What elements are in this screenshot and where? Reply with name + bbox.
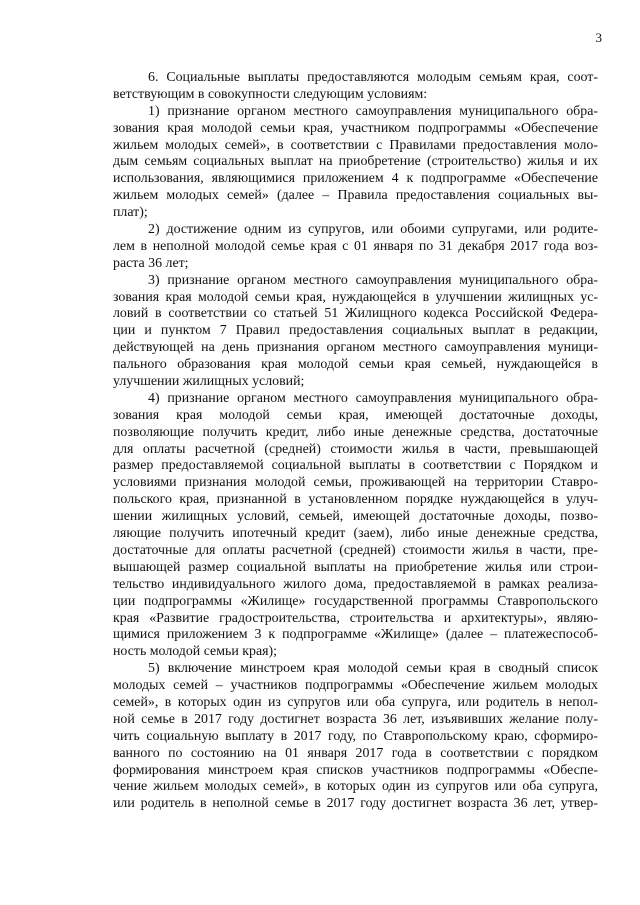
text-line: семей», в которых один из супругов или оба супруга, или родитель в непол-: [113, 694, 598, 710]
text-line: использования, являющимися приложением 4 к подпрограмме «Обеспечение: [113, 171, 598, 187]
text-line: жильем молодых семей», в соответствии с Правилами предоставления моло-: [113, 137, 598, 153]
text-line: шении жилищных условий, семьей, имеющей достаточные доходы, позво-: [113, 509, 598, 525]
text-line: щимися приложением 3 к подпрограмме «Жилище» (далее – платежеспособ-: [113, 627, 598, 643]
text-line: формирования минстроем края списков участников подпрограммы «Обеспе-: [113, 762, 598, 778]
text-line: ции подпрограммы «Жилище» государственной программы Ставропольского: [113, 593, 598, 609]
text-line: улучшении жилищных условий;: [113, 374, 305, 390]
text-line: зования края молодой семьи края, имеющей достаточные доходы,: [113, 407, 598, 423]
text-line: раста 36 лет;: [113, 255, 189, 271]
text-line: ляющие получить ипотечный кредит (заем), либо иные денежные средства,: [113, 526, 598, 542]
paragraph-cond-1: [113, 104, 598, 222]
paragraph-cond-3: [113, 273, 598, 391]
text-line: лем в неполной молодой семье края с 01 января по 31 декабря 2017 года воз-: [113, 238, 598, 254]
text-line: условиями признания молодой семьи, проживающей на территории Ставро-: [113, 475, 598, 491]
text-line: ность молодой семьи края);: [113, 644, 277, 660]
text-line: жильем молодых семей» (далее – Правила предоставления социальных вы-: [113, 188, 598, 204]
text-line: действующей на день признания органом местного самоуправления муници-: [113, 340, 598, 356]
text-line: тельство индивидуального жилого дома, предоставляемой в рамках реализа-: [113, 576, 598, 592]
text-line: ветствующим в совокупности следующим условиям:: [113, 86, 428, 102]
text-line: достаточные для оплаты расчетной (средней) стоимости жилья в части, пре-: [113, 542, 598, 558]
text-line: или родитель в неполной семье в 2017 году достигнет возраста 36 лет, утвер-: [113, 796, 598, 812]
text-line: 1) признание органом местного самоуправления муниципального обра-: [148, 103, 598, 119]
text-line: ловий в соответствии со статьей 51 Жилищного кодекса Российской Федера-: [113, 306, 598, 322]
text-line: зования края молодой семьи края, участником подпрограммы «Обеспечение: [113, 120, 598, 136]
page-number: 3: [595, 30, 602, 45]
text-line: польского края, признанной в установленном порядке нуждающейся в улуч-: [113, 492, 598, 508]
text-line: 3) признание органом местного самоуправления муниципального обра-: [148, 272, 598, 288]
paragraph-cond-5: [113, 661, 598, 813]
text-line: позволяющие получить кредит, либо иные денежные средства, достаточные: [113, 424, 598, 440]
text-line: ной семье в 2017 году достигнет возраста 36 лет, изъявивших желание полу-: [113, 711, 598, 727]
text-line: ции и пунктом 7 Правил предоставления социальных выплат в редакции,: [113, 323, 598, 339]
text-line: молодых семей – участников подпрограммы «Обеспечение жильем молодых: [113, 678, 598, 694]
paragraph-cond-4: [113, 391, 598, 661]
paragraph-cond-2: [113, 222, 598, 273]
text-line: 2) достижение одним из супругов, или обоими супругами, или родите-: [148, 222, 598, 238]
text-line: 5) включение минстроем края молодой семьи края в сводный список: [148, 661, 598, 677]
text-line: края «Развитие градостроительства, строительства и архитектуры», являю-: [113, 610, 598, 626]
text-line: размер предоставляемой социальной выплаты в соответствии с Порядком и: [113, 458, 598, 474]
text-line: 4) признание органом местного самоуправления муниципального обра-: [148, 390, 598, 406]
text-line: дым семьям социальных выплат на приобретение (строительство) жилья и их: [113, 154, 598, 170]
text-line: чение жильем молодых семей», в которых один из супругов или оба супруга,: [113, 779, 598, 795]
text-line: для оплаты расчетной (средней) стоимости жилья в части, превышающей: [113, 441, 598, 457]
text-line: зования края молодой семьи края, нуждающейся в улучшении жилищных ус-: [113, 289, 598, 305]
text-line: ванного по состоянию на 01 января 2017 года в соответствии с порядком: [113, 745, 598, 761]
text-line: пального образования края молодой семьи края семьей, нуждающейся в: [113, 357, 598, 373]
text-line: чить социальную выплату в 2017 году, по Ставропольскому краю, сформиро-: [113, 728, 598, 744]
text-line: плат);: [113, 205, 148, 221]
document-body: [113, 70, 598, 813]
text-line: вышающей размер социальной выплаты на приобретение жилья или строи-: [113, 559, 598, 575]
text-line: 6. Социальные выплаты предоставляются молодым семьям края, соот-: [148, 70, 598, 85]
paragraph-p6-intro: [113, 70, 598, 104]
